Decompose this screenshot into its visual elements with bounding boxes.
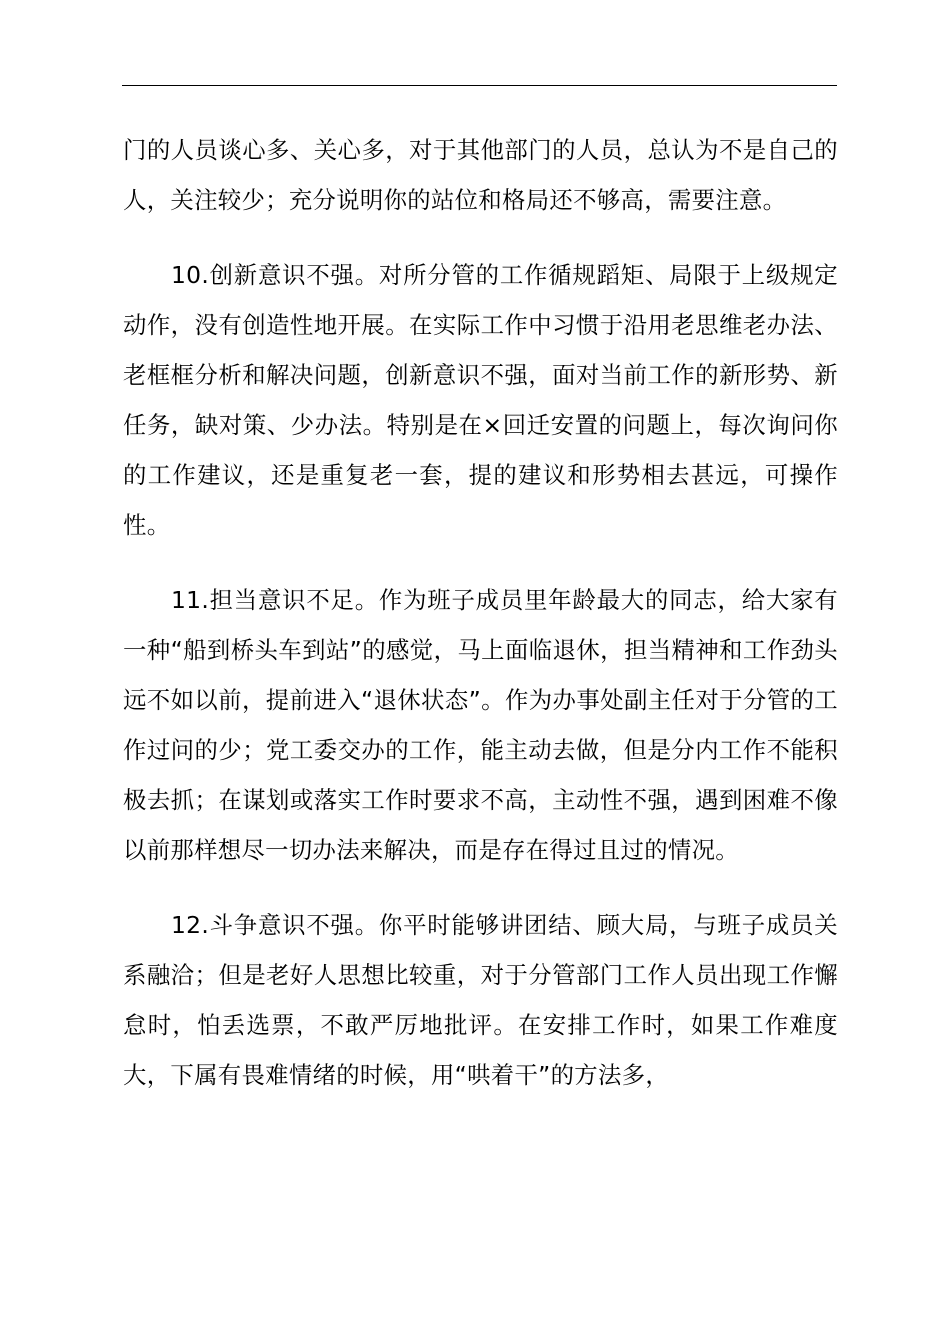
header-rule	[122, 85, 837, 86]
paragraph-struggle: 12.斗争意识不强。你平时能够讲团结、顾大局，与班子成员关系融洽；但是老好人思想比较重，对于分管部门工作人员出现工作懈怠时，怕丢选票，不敢严厉地批评。在安排工作时，如果工作难度大，下属有畏难情绪的时候，用“哄着干”的方法多，	[123, 911, 838, 1089]
paragraph-continuation: 门的人员谈心多、关心多，对于其他部门的人员，总认为不是自己的人，关注较少；充分说明你的站位和格局还不够高，需要注意。	[123, 136, 838, 214]
document-body	[123, 125, 838, 1125]
paragraph-innovation: 10.创新意识不强。对所分管的工作循规蹈矩、局限于上级规定动作，没有创造性地开展。在实际工作中习惯于沿用老思维老办法、老框框分析和解决问题，创新意识不强，面对当前工作的新形势、新任务，缺对策、少办法。特别是在×回迁安置的问题上，每次询问你的工作建议，还是重复老一套，提的建议和形势相去甚远，可操作性。	[123, 261, 838, 539]
paragraph-responsibility: 11.担当意识不足。作为班子成员里年龄最大的同志，给大家有一种“船到桥头车到站”的感觉，马上面临退休，担当精神和工作劲头远不如以前，提前进入“退休状态”。作为办事处副主任对于分管的工作过问的少；党工委交办的工作，能主动去做，但是分内工作不能积极去抓；在谋划或落实工作时要求不高，主动性不强，遇到困难不像以前那样想尽一切办法来解决，而是存在得过且过的情况。	[123, 586, 838, 864]
